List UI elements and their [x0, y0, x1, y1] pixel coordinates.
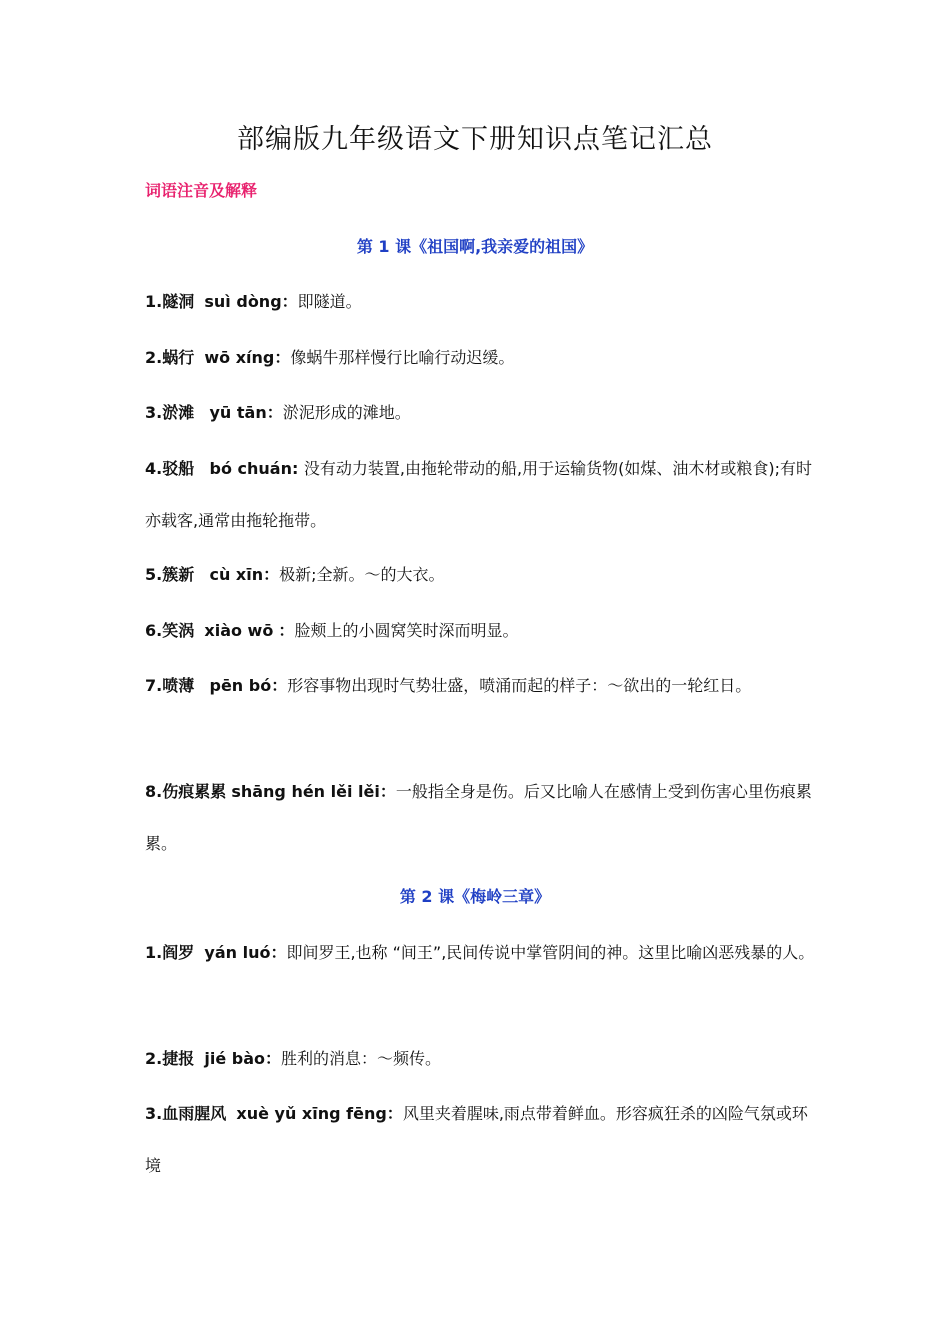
entry-definition: 即隧道。	[297, 292, 362, 311]
vocab-entry	[145, 443, 815, 547]
entry-separator: ：	[263, 565, 280, 584]
entry-definition: 脸颊上的小圆窝笑时深而明显。	[294, 621, 519, 640]
entry-term: 2.蜗行	[145, 348, 195, 367]
entry-separator: ：	[278, 621, 295, 640]
vocab-entry	[145, 766, 815, 870]
entry-definition: 没有动力装置,由拖轮带动的船,用于运输货物(如煤、油木材或粮食);有时亦载客,通常由拖轮拖带。	[145, 459, 812, 530]
entry-pinyin: wō xíng	[204, 348, 275, 367]
entry-definition: 胜利的消息：～频传。	[281, 1049, 442, 1068]
vocab-entry	[145, 660, 815, 712]
entry-definition: 极新;全新。～的大衣。	[279, 565, 445, 584]
entry-separator: ：	[281, 292, 298, 311]
entry-pinyin: xuè yǔ xīng fēng	[236, 1104, 387, 1123]
entry-term: 7.喷薄	[145, 676, 195, 695]
entry-separator: ：	[386, 1104, 403, 1123]
entry-term: 3.淤滩	[145, 403, 195, 422]
entry-pinyin: suì dòng	[204, 292, 282, 311]
entry-separator: ：	[266, 403, 283, 422]
entry-term: 6.笑涡	[145, 621, 195, 640]
entry-pinyin: yán luó	[204, 943, 271, 962]
entry-definition: 风里夹着腥味,雨点带着鲜血。形容疯狂杀的凶险气氛或环境	[145, 1104, 808, 1175]
lesson-heading: 第 2 课《梅岭三章》	[399, 887, 551, 906]
vocab-entry	[145, 332, 815, 384]
vocab-entry	[145, 549, 815, 601]
vocab-entry	[145, 1088, 815, 1192]
entry-definition: 一般指全身是伤。后又比喻人在感情上受到伤害心里伤痕累累。	[145, 782, 812, 853]
entry-term: 8.伤痕累累	[145, 782, 227, 801]
entry-term: 5.簇新	[145, 565, 195, 584]
entry-definition: 像蜗牛那样慢行比喻行动迟缓。	[290, 348, 515, 367]
entry-definition: 形容事物出现时气势壮盛，喷涌而起的样子：～欲出的一轮红日。	[287, 676, 752, 695]
entry-term: 4.驳船	[145, 459, 195, 478]
entry-term: 3.血雨腥风	[145, 1104, 227, 1123]
document-title: 部编版九年级语文下册知识点笔记汇总	[237, 124, 713, 155]
entry-separator: ：	[379, 782, 396, 801]
entry-separator: ：	[271, 676, 288, 695]
entry-definition: 淤泥形成的滩地。	[282, 403, 411, 422]
entry-term: 1.阎罗	[145, 943, 195, 962]
entry-separator: ：	[265, 1049, 282, 1068]
vocab-entry	[145, 605, 815, 657]
vocab-entry	[145, 276, 815, 328]
section-heading: 词语注音及解释	[145, 181, 258, 200]
entry-separator: :	[291, 459, 304, 478]
entry-pinyin: shāng hén lěi lěi	[231, 782, 380, 801]
vocab-entry	[145, 1033, 815, 1085]
entry-pinyin: cù xīn	[209, 565, 264, 584]
entry-pinyin: xiào wō	[204, 621, 274, 640]
entry-separator: ：	[270, 943, 287, 962]
vocab-entry	[145, 387, 815, 439]
entry-term: 1.隧洞	[145, 292, 195, 311]
entry-pinyin: yū tān	[209, 403, 267, 422]
entry-pinyin: pēn bó	[209, 676, 272, 695]
entry-term: 2.捷报	[145, 1049, 195, 1068]
entry-definition: 即间罗王,也称 “间王”,民间传说中掌管阴间的神。这里比喻凶恶残暴的人。	[286, 943, 815, 962]
vocab-entry	[145, 927, 815, 979]
lesson-heading: 第 1 课《祖国啊,我亲爱的祖国》	[356, 237, 594, 256]
entry-separator: ：	[274, 348, 291, 367]
entry-pinyin: jié bào	[204, 1049, 266, 1068]
entry-pinyin: bó chuán	[209, 459, 292, 478]
